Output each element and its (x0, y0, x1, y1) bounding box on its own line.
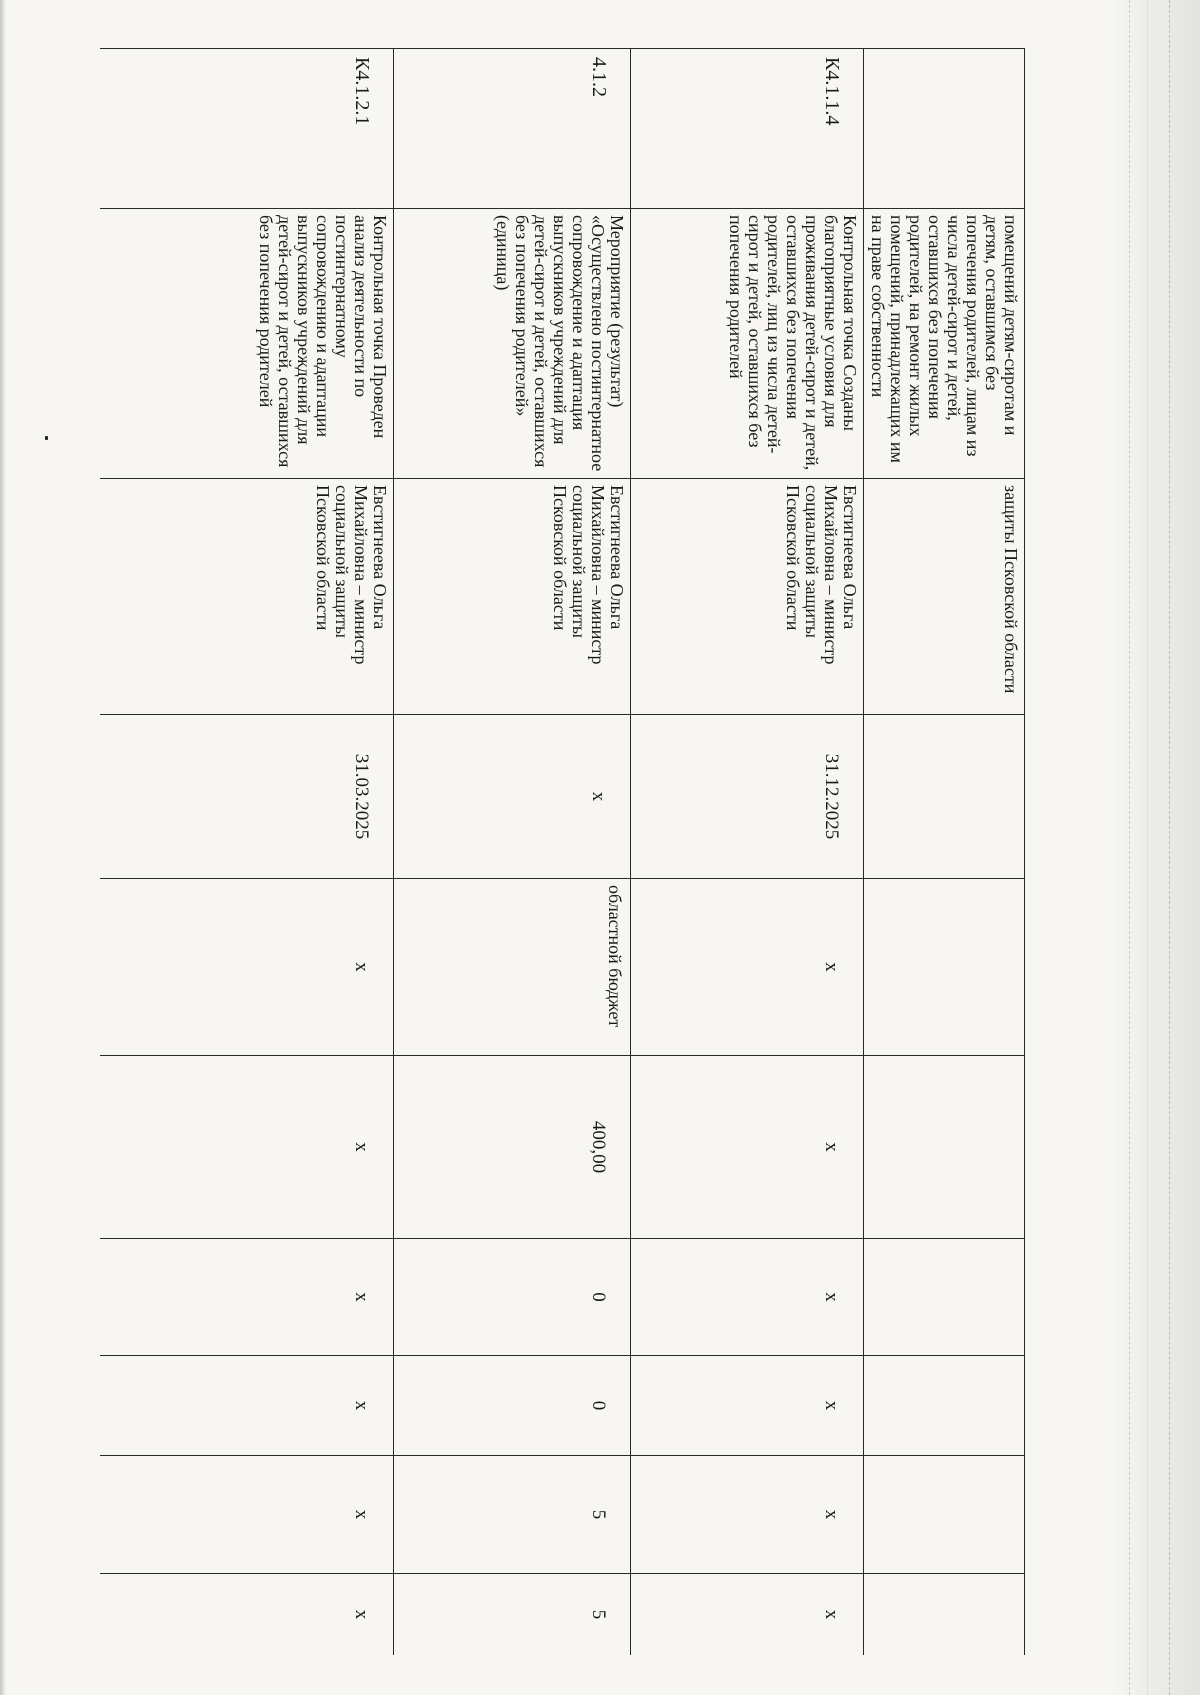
row-code: К4.1.1.4 (631, 49, 864, 209)
row-responsible: защиты Псковской области (864, 479, 1025, 715)
row-value-4: х (100, 1574, 394, 1656)
scan-line (1147, 0, 1148, 1695)
document-page (100, 48, 1025, 1655)
row-source: х (631, 879, 864, 1056)
row-value-3 (864, 1456, 1025, 1574)
row-amount: х (631, 1056, 864, 1239)
table-row (100, 49, 394, 1656)
row-source (864, 879, 1025, 1056)
row-value-2: х (100, 1356, 394, 1456)
scan-edge-artifact (1110, 0, 1200, 1695)
row-value-4: 5 (394, 1574, 631, 1656)
row-source: областной бюджет (394, 879, 631, 1056)
table-row (394, 49, 631, 1656)
row-value-1 (864, 1239, 1025, 1356)
row-code: 4.1.2 (394, 49, 631, 209)
row-code (864, 49, 1025, 209)
row-code: К4.1.2.1 (100, 49, 394, 209)
row-description: Мероприятие (результат) «Осуществлено постинтернатное сопровождение и адаптация выпускников учреждений для детей-сирот и детей, оставшихся без попечения родителей» (единица) (394, 209, 631, 479)
row-value-2: 0 (394, 1356, 631, 1456)
table-row (631, 49, 864, 1656)
row-date (864, 715, 1025, 879)
scan-line (1169, 0, 1170, 1695)
row-description: помещений детям-сиротам и детям, оставшимся без попечения родителей, лицам из числа детей-сирот и детей, оставшихся без попечения родителей, на ремонт жилых помещений, принадлежащих им на праве собственности (864, 209, 1025, 479)
row-source: х (100, 879, 394, 1056)
row-value-2: х (631, 1356, 864, 1456)
row-description: Контрольная точка Созданы благоприятные условия для проживания детей-сирот и детей, оставшихся без попечения родителей, лиц из числа детей-сирот и детей, оставшихся без попечения родителей (631, 209, 864, 479)
scan-left-shadow (0, 0, 6, 1695)
scan-line (1129, 0, 1130, 1695)
row-amount: 400,00 (394, 1056, 631, 1239)
row-responsible: Евстигнеева Ольга Михайловна – министр социальной защиты Псковской области (394, 479, 631, 715)
row-responsible: Евстигнеева Ольга Михайловна – министр социальной защиты Псковской области (100, 479, 394, 715)
row-value-1: х (631, 1239, 864, 1356)
program-plan-table (100, 48, 1025, 1655)
row-date: 31.12.2025 (631, 715, 864, 879)
row-date: 31.03.2025 (100, 715, 394, 879)
row-amount (864, 1056, 1025, 1239)
row-value-4: х (631, 1574, 864, 1656)
row-date: х (394, 715, 631, 879)
row-value-1: 0 (394, 1239, 631, 1356)
row-value-3: х (100, 1456, 394, 1574)
row-value-2 (864, 1356, 1025, 1456)
row-value-3: 5 (394, 1456, 631, 1574)
scan-speck (45, 436, 48, 440)
row-responsible: Евстигнеева Ольга Михайловна – министр социальной защиты Псковской области (631, 479, 864, 715)
row-amount: х (100, 1056, 394, 1239)
table-row (864, 49, 1025, 1656)
row-description: Контрольная точка Проведен анализ деятельности по постинтернатному сопровождению и адаптации выпускников учреждений для детей-сирот и детей, оставшихся без попечения родителей (100, 209, 394, 479)
row-value-4 (864, 1574, 1025, 1656)
row-value-3: х (631, 1456, 864, 1574)
row-value-1: х (100, 1239, 394, 1356)
